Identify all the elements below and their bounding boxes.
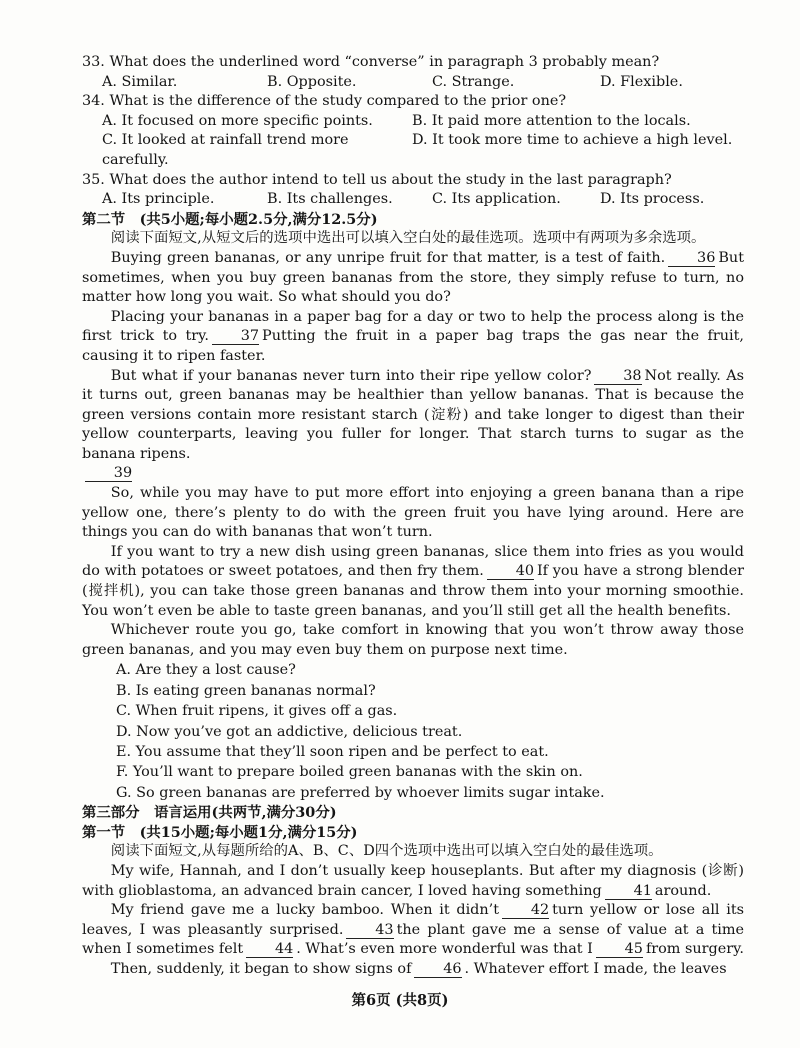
paragraph-text: My wife, Hannah, and I don’t usually keep houseplants. But after my diagnosis (诊断) with glioblastoma, an advanced brain cancer, I loved having something (82, 863, 744, 899)
option-row (82, 112, 744, 132)
blank-45: 45 (596, 941, 643, 958)
paragraph-text: Not really. As it turns out, green bananas may be healthier than yellow bananas. That is because the green versions contain more resistant starch (淀粉) and take longer to digest than their yellow counterparts, leaving you fuller for longer. That starch turns to sugar as the banana ripens. (82, 367, 745, 462)
passage-paragraph (82, 621, 744, 660)
option-row (82, 73, 744, 93)
passage-paragraph (82, 308, 744, 367)
option-b: B. Opposite. (267, 73, 357, 90)
blank-41: 41 (605, 883, 652, 900)
paragraph-text: Placing your bananas in a paper bag for a day or two to help the process along is the first trick to try. (82, 308, 744, 345)
paragraph-text: But what if your bananas never turn into their ripe yellow color? (110, 367, 592, 384)
option-b: B. Is eating green bananas normal? (116, 682, 376, 699)
option-d: D. Its process. (600, 191, 705, 208)
paragraph-text: If you want to try a new dish using green bananas, slice them into fries as you would do with potatoes or sweet potatoes, and then fry them. (82, 543, 744, 580)
passage-paragraph (82, 543, 744, 621)
option-e: E. You assume that they’ll soon ripen and be perfect to eat. (116, 744, 549, 761)
option-g: G. So green bananas are preferred by whoever limits sugar intake. (116, 784, 605, 801)
passage-paragraph (82, 367, 744, 485)
section-heading: 第二节 (共5小题;每小题2.5分,满分12.5分) (82, 210, 378, 228)
question-33 (82, 53, 744, 92)
option-c: C. Strange. (432, 73, 515, 90)
blank-42: 42 (502, 902, 549, 919)
option-row (82, 190, 744, 210)
paragraph-text: Buying green bananas, or any unripe fruit for that matter, is a test of faith. (110, 249, 666, 266)
paragraph-text: turn yellow or lose all its leaves, I was pleasantly surprised. (82, 902, 745, 938)
passage-paragraph (82, 484, 744, 543)
blank-38: 38 (594, 368, 641, 385)
option-a: A. Are they a lost cause? (116, 662, 296, 679)
question-stem: 33. What does the underlined word “converse” in paragraph 3 probably mean? (82, 54, 660, 70)
passage-paragraph (82, 960, 744, 980)
blank-44: 44 (246, 941, 293, 958)
blank-43: 43 (346, 922, 393, 939)
option-f: F. You’ll want to prepare boiled green bananas with the skin on. (116, 764, 583, 781)
question-34 (82, 92, 744, 170)
option-a: A. Similar. (102, 73, 178, 90)
option-d: D. It took more time to achieve a high level. (412, 132, 733, 149)
blank-37: 37 (212, 328, 259, 345)
option-row (82, 131, 744, 170)
paragraph-text: the plant gave me a sense of value at a time when I sometimes felt (82, 921, 745, 958)
blank-36: 36 (668, 250, 715, 267)
passage-paragraph (82, 249, 744, 308)
option-b: B. Its challenges. (267, 191, 393, 208)
part-heading: 第三部分 语言运用(共两节,满分30分) (82, 804, 337, 822)
option-a: A. Its principle. (102, 191, 215, 208)
paragraph-text: If you have a strong blender (搅拌机), you can take those green bananas and throw them into your morning smoothie. You won’t even be able to taste green bananas, and you’ll still get all the health benefits. (82, 563, 744, 619)
option-c: C. When fruit ripens, it gives off a gas. (116, 703, 398, 720)
section-instruction: 阅读下面短文,从短文后的选项中选出可以填入空白处的最佳选项。选项中有两项为多余选项。 (110, 230, 706, 247)
paragraph-text: Putting the fruit in a paper bag traps the gas near the fruit, causing it to ripen faster. (82, 328, 744, 364)
passage-paragraph (82, 901, 744, 960)
answer-options (82, 660, 744, 803)
option-d: D. Flexible. (600, 73, 683, 90)
question-stem: 35. What does the author intend to tell us about the study in the last paragraph? (82, 171, 672, 188)
section-heading: 第一节 (共15小题;每小题1分,满分15分) (82, 823, 358, 841)
option-d: D. Now you’ve got an addictive, delicious treat. (116, 723, 463, 740)
blank-39: 39 (85, 465, 132, 482)
option-c: C. It looked at rainfall trend more carefully. (102, 132, 349, 168)
paragraph-text: My friend gave me a lucky bamboo. When it didn’t (110, 902, 500, 919)
question-stem: 34. What is the difference of the study compared to the prior one? (82, 93, 567, 110)
option-a: A. It focused on more specific points. (102, 112, 373, 129)
option-c: C. Its application. (432, 191, 561, 208)
question-35 (82, 171, 744, 210)
page-number: 第6页 (共8页) (351, 992, 449, 1009)
paragraph-text: from surgery. (645, 941, 744, 958)
paragraph-text: . What’s even more wonderful was that I (296, 941, 593, 958)
paragraph-text: . Whatever effort I made, the leaves (464, 961, 727, 977)
paragraph-text: Whichever route you go, take comfort in knowing that you won’t throw away those green bananas, and you may even buy them on purpose next time. (82, 622, 744, 658)
blank-40: 40 (487, 563, 534, 580)
paragraph-text: But sometimes, when you buy green bananas from the store, they simply refuse to turn, no matter how long you wait. So what should you do? (82, 249, 744, 306)
paragraph-text: around. (654, 882, 712, 899)
blank-46: 46 (414, 961, 461, 978)
passage-paragraph (82, 862, 744, 901)
section-instruction: 阅读下面短文,从每题所给的A、B、C、D四个选项中选出可以填入空白处的最佳选项。 (110, 843, 663, 860)
paragraph-text: So, while you may have to put more effort into enjoying a green banana than a ripe yellow one, there’s plenty to do with the green fruit you have lying around. Here are things you can do with bananas that won’t turn. (82, 485, 744, 541)
option-b: B. It paid more attention to the locals. (412, 112, 691, 129)
paragraph-text: Then, suddenly, it began to show signs of (110, 961, 412, 977)
